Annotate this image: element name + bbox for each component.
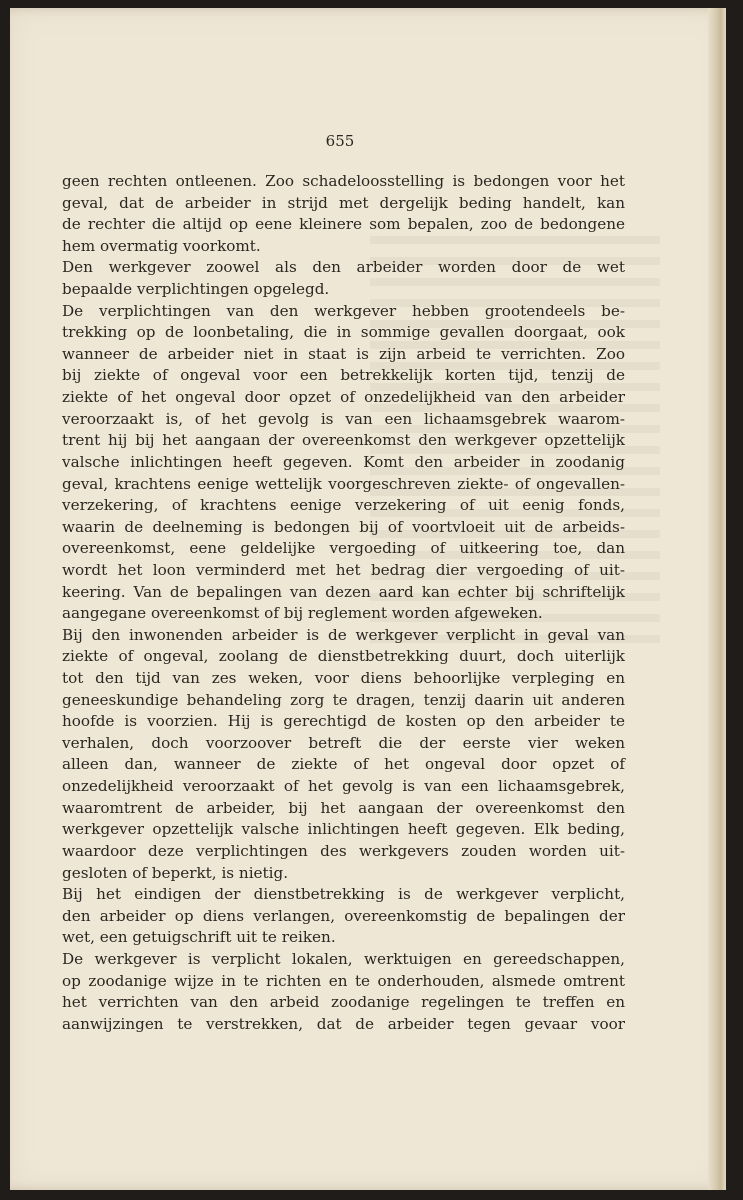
text-line: hoofde is voorzien. Hij is gerechtigd de kosten op den arbeider te (62, 712, 625, 731)
text-line: Den werkgever zoowel als den arbeider worden door de wet (62, 258, 625, 277)
text-line: valsche inlichtingen heeft gegeven. Komt den arbeider in zoodanig (62, 452, 625, 471)
text-line: aanwijzingen te verstrekken, dat de arbeider tegen gevaar voor (62, 1014, 625, 1033)
text-line: De verplichtingen van den werkgever hebben grootendeels be- (62, 301, 625, 320)
text-line: wanneer de arbeider niet in staat is zijn arbeid te verrichten. Zoo (62, 344, 625, 363)
page-edge (708, 8, 726, 1190)
text-line: geval, dat de arbeider in strijd met dergelijk beding handelt, kan (62, 193, 625, 212)
text-line: onzedelijkheid veroorzaakt of het gevolg is van een lichaamsgebrek, (62, 777, 625, 796)
text-line: op zoodanige wijze in te richten en te onderhouden, alsmede omtrent (62, 971, 625, 990)
text-line: tot den tijd van zes weken, voor diens behoorlijke verpleging en (62, 669, 625, 688)
text-line: waarin de deelneming is bedongen bij of voortvloeit uit de arbeids- (62, 517, 625, 536)
text-line: trekking op de loonbetaling, die in sommige gevallen doorgaat, ook (62, 323, 625, 342)
text-line: trent hij bij het aangaan der overeenkomst den werkgever opzettelijk (62, 431, 625, 450)
text-line: den arbeider op diens verlangen, overeenkomstig de bepalingen der (62, 906, 625, 925)
text-line: ziekte of het ongeval door opzet of onzedelijkheid van den arbeider (62, 388, 625, 407)
book-page (10, 8, 726, 1190)
page-number: 655 (325, 132, 355, 150)
text-line: het verrichten van den arbeid zoodanige regelingen te treffen en (62, 993, 625, 1012)
text-line: wordt het loon verminderd met het bedrag dier vergoeding of uit- (62, 560, 625, 579)
text-line: alleen dan, wanneer de ziekte of het ongeval door opzet of (62, 755, 625, 774)
text-line: wet, een getuigschrift uit te reiken. (62, 928, 336, 947)
text-line: Bij den inwonenden arbeider is de werkgever verplicht in geval van (62, 625, 625, 644)
text-line: bepaalde verplichtingen opgelegd. (62, 280, 330, 299)
text-line: veroorzaakt is, of het gevolg is van een lichaamsgebrek waarom- (62, 409, 625, 428)
text-line: ziekte of ongeval, zoolang de dienstbetrekking duurt, doch uiterlijk (62, 647, 625, 666)
text-line: geneeskundige behandeling zorg te dragen, tenzij daarin uit anderen (62, 690, 625, 709)
text-line: bij ziekte of ongeval voor een betrekkelijk korten tijd, tenzij de (62, 366, 625, 385)
text-line: geval, krachtens eenige wettelijk voorgeschreven ziekte- of ongevallen- (62, 474, 625, 493)
text-line: geen rechten ontleenen. Zoo schadeloosstelling is bedongen voor het (62, 172, 625, 190)
text-line: verhalen, doch voorzoover betreft die der eerste vier weken (62, 733, 625, 752)
text-line: aangegane overeenkomst of bij reglement worden afgeweken. (62, 604, 543, 623)
text-line: de rechter die altijd op eene kleinere som bepalen, zoo de bedongene (62, 215, 625, 234)
text-line: waardoor deze verplichtingen des werkgevers zouden worden uit- (62, 841, 625, 860)
text-line: verzekering, of krachtens eenige verzekering of uit eenig fonds, (62, 496, 625, 515)
text-line: Bij het eindigen der dienstbetrekking is de werkgever verplicht, (62, 885, 625, 904)
text-line: gesloten of beperkt, is nietig. (62, 863, 289, 882)
text-line: waaromtrent de arbeider, bij het aangaan der overeenkomst den (62, 798, 625, 817)
text-line: keering. Van de bepalingen van dezen aard kan echter bij schriftelijk (62, 582, 625, 601)
text-line: hem overmatig voorkomt. (62, 236, 261, 255)
body-text (62, 171, 625, 1035)
text-line: overeenkomst, eene geldelijke vergoeding of uitkeering toe, dan (62, 539, 625, 558)
text-line: De werkgever is verplicht lokalen, werktuigen en gereedschappen, (62, 949, 625, 968)
text-line: werkgever opzettelijk valsche inlichtingen heeft gegeven. Elk beding, (62, 820, 625, 839)
